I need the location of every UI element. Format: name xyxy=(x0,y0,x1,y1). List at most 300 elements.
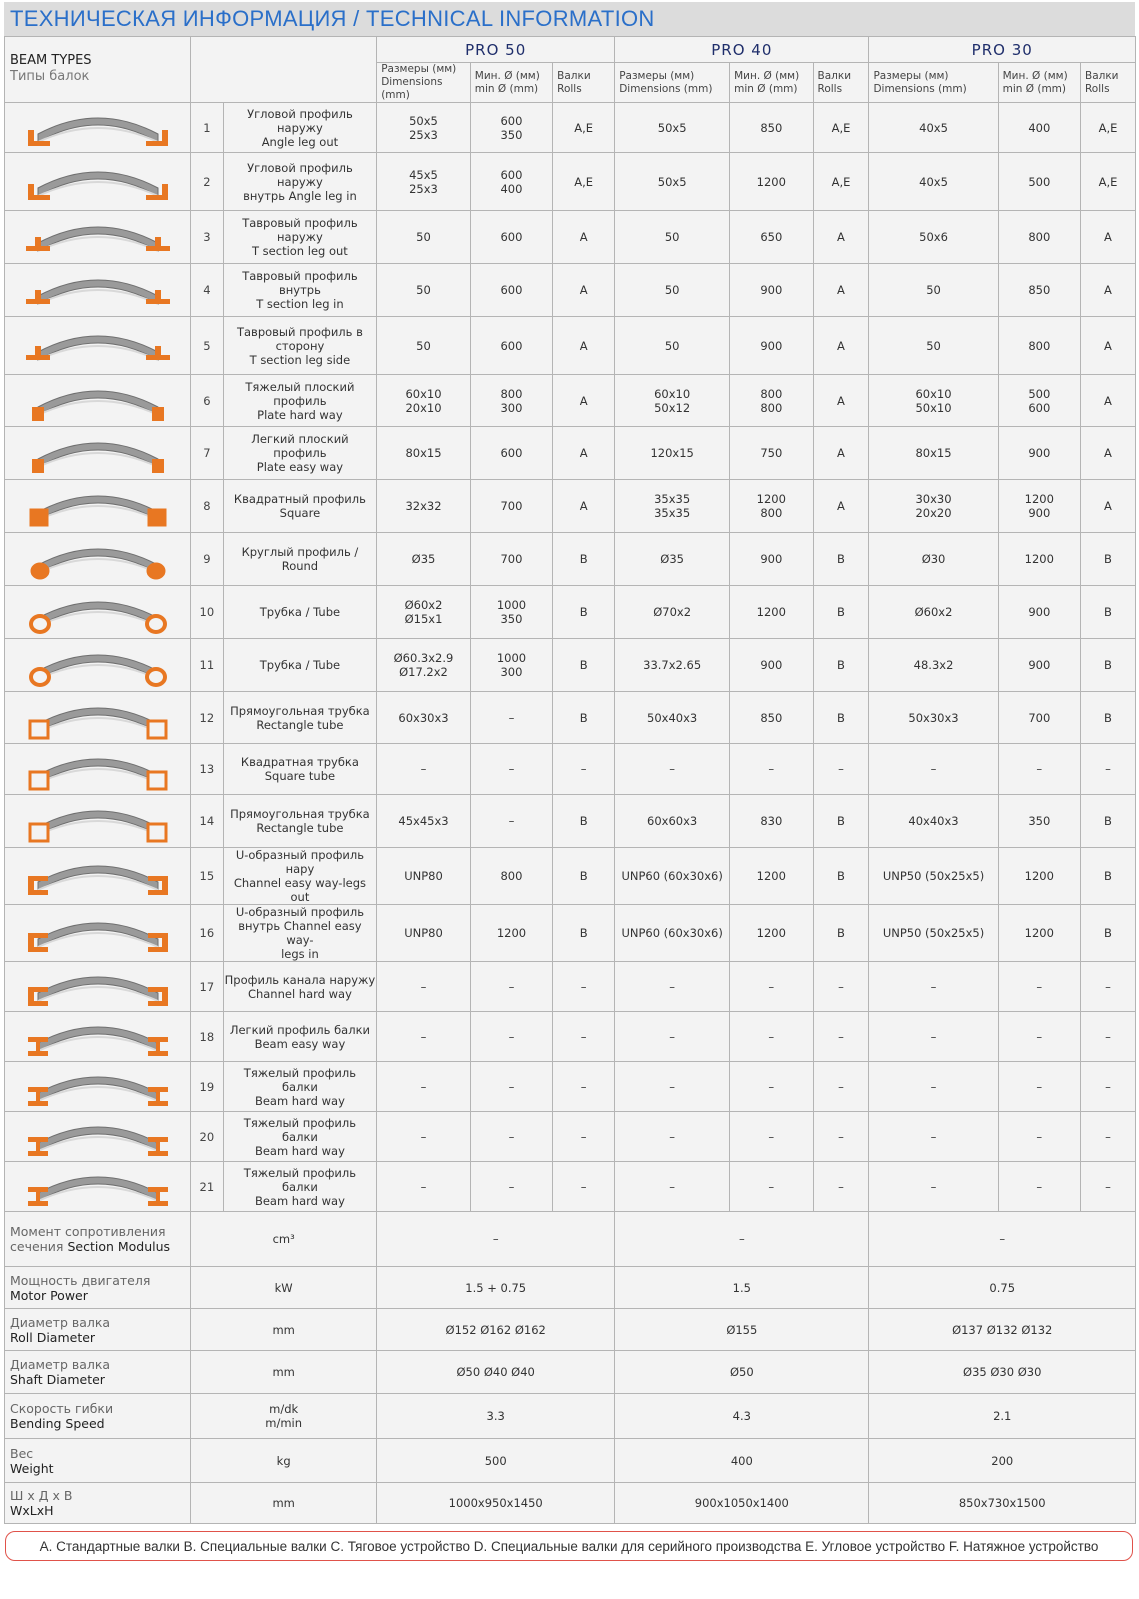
beam-profile-image xyxy=(5,1162,191,1212)
cell-min-diameter: 800 800 xyxy=(730,375,813,427)
beam-type-label: Легкий плоский профиль Plate easy way xyxy=(223,427,377,480)
cell-rolls: A xyxy=(1080,211,1135,264)
cell-min-diameter: 600 400 xyxy=(470,153,552,211)
cell-dimensions: 45x45x3 xyxy=(377,795,471,848)
cell-rolls: A xyxy=(553,211,615,264)
cell-min-diameter: 600 350 xyxy=(470,103,552,153)
cell-dimensions: Ø60.3x2.9 Ø17.2x2 xyxy=(377,639,471,692)
beam-row xyxy=(5,1062,1136,1112)
cell-rolls: A xyxy=(553,375,615,427)
beam-profile-image xyxy=(5,427,191,480)
cell-rolls: – xyxy=(1080,1162,1135,1212)
cell-min-diameter: 1200 900 xyxy=(998,480,1080,533)
beam-profile-image xyxy=(5,639,191,692)
cell-min-diameter: – xyxy=(470,795,552,848)
cell-rolls: – xyxy=(813,1062,869,1112)
cell-rolls: B xyxy=(1080,586,1135,639)
spec-value: 2.1 xyxy=(869,1394,1136,1439)
spec-label xyxy=(5,1212,191,1267)
cell-min-diameter: 800 xyxy=(998,211,1080,264)
spec-value: – xyxy=(869,1212,1136,1267)
cell-rolls: – xyxy=(1080,1112,1135,1162)
cell-rolls: A,E xyxy=(813,103,869,153)
cell-min-diameter: – xyxy=(470,962,552,1012)
cell-dimensions: – xyxy=(869,962,998,1012)
cell-dimensions: 33.7x2.65 xyxy=(615,639,730,692)
cell-rolls: A xyxy=(813,375,869,427)
spec-value: 500 xyxy=(377,1439,615,1483)
beam-type-label: Тяжелый профиль балки Beam hard way xyxy=(223,1112,377,1162)
spec-value: 1.5 xyxy=(615,1267,869,1309)
cell-rolls: A xyxy=(553,264,615,317)
spec-label xyxy=(5,1483,191,1524)
spec-label-en: Weight xyxy=(10,1460,54,1476)
beam-type-label: Профиль канала наружу Channel hard way xyxy=(223,962,377,1012)
spec-label xyxy=(5,1267,191,1309)
beam-row xyxy=(5,1162,1136,1212)
cell-rolls: A xyxy=(1080,317,1135,375)
cell-dimensions: 120x15 xyxy=(615,427,730,480)
cell-min-diameter: 1200 xyxy=(730,586,813,639)
beam-profile-icon xyxy=(18,694,178,742)
spec-unit: cm³ xyxy=(191,1212,377,1267)
beam-profile-image xyxy=(5,480,191,533)
cell-rolls: A,E xyxy=(1080,153,1135,211)
beam-profile-icon xyxy=(18,213,178,261)
cell-dimensions: 80x15 xyxy=(869,427,998,480)
spec-label-en: Section Modulus xyxy=(67,1239,171,1254)
beam-profile-icon xyxy=(18,322,178,370)
spec-row xyxy=(5,1439,1136,1483)
cell-min-diameter: – xyxy=(470,692,552,744)
cell-rolls: B xyxy=(1080,905,1135,962)
spec-value: 900x1050x1400 xyxy=(615,1483,869,1524)
cell-dimensions: – xyxy=(869,1012,998,1062)
row-number: 6 xyxy=(191,375,224,427)
cell-dimensions: – xyxy=(377,1112,471,1162)
cell-dimensions: 50 xyxy=(615,317,730,375)
cell-min-diameter: 750 xyxy=(730,427,813,480)
spec-value: 1.5 + 0.75 xyxy=(377,1267,615,1309)
cell-rolls: A xyxy=(1080,480,1135,533)
cell-dimensions: 30x30 20x20 xyxy=(869,480,998,533)
cell-dimensions: 45x5 25x3 xyxy=(377,153,471,211)
cell-min-diameter: – xyxy=(730,1162,813,1212)
spec-row xyxy=(5,1267,1136,1309)
beam-profile-icon xyxy=(18,1113,178,1161)
cell-min-diameter: 700 xyxy=(470,533,552,586)
cell-min-diameter: 800 xyxy=(998,317,1080,375)
beam-row xyxy=(5,427,1136,480)
beam-types-ru: Типы балок xyxy=(10,69,90,84)
cell-rolls: A,E xyxy=(553,103,615,153)
spec-row xyxy=(5,1351,1136,1394)
cell-dimensions: 60x30x3 xyxy=(377,692,471,744)
cell-rolls: B xyxy=(1080,533,1135,586)
cell-min-diameter: 1200 xyxy=(470,905,552,962)
cell-dimensions: Ø30 xyxy=(869,533,998,586)
cell-min-diameter: 1200 xyxy=(998,533,1080,586)
beam-profile-image xyxy=(5,744,191,795)
cell-dimensions: – xyxy=(869,1162,998,1212)
beam-type-label: Тяжелый плоский профиль Plate hard way xyxy=(223,375,377,427)
cell-dimensions: 40x5 xyxy=(869,153,998,211)
cell-rolls: A xyxy=(553,317,615,375)
beam-profile-image xyxy=(5,533,191,586)
cell-min-diameter: – xyxy=(998,1012,1080,1062)
cell-dimensions: UNP50 (50x25x5) xyxy=(869,905,998,962)
spec-label-ru: Мощность двигателя xyxy=(10,1272,151,1288)
cell-dimensions: UNP50 (50x25x5) xyxy=(869,848,998,905)
cell-min-diameter: 700 xyxy=(470,480,552,533)
cell-min-diameter: 600 xyxy=(470,264,552,317)
cell-min-diameter: 1200 xyxy=(730,905,813,962)
spec-label-ru: Вес xyxy=(10,1445,34,1461)
cell-dimensions: 80x15 xyxy=(377,427,471,480)
spec-value: – xyxy=(615,1212,869,1267)
column-header-rolls: Валки Rolls xyxy=(813,63,869,103)
beam-profile-icon xyxy=(18,588,178,636)
header-blank xyxy=(191,37,377,103)
row-number: 15 xyxy=(191,848,224,905)
beam-row xyxy=(5,264,1136,317)
cell-min-diameter: – xyxy=(470,1112,552,1162)
cell-min-diameter: 830 xyxy=(730,795,813,848)
spec-label xyxy=(5,1351,191,1394)
spec-unit: mm xyxy=(191,1351,377,1394)
beam-profile-image xyxy=(5,962,191,1012)
spec-label-ru: Ш x Д x В xyxy=(10,1488,73,1503)
spec-value: Ø50 xyxy=(615,1351,869,1394)
beam-profile-image xyxy=(5,317,191,375)
row-number: 14 xyxy=(191,795,224,848)
cell-rolls: A xyxy=(1080,264,1135,317)
cell-min-diameter: 1000 300 xyxy=(470,639,552,692)
spec-value: Ø155 xyxy=(615,1309,869,1351)
spec-value: 850x730x1500 xyxy=(869,1483,1136,1524)
cell-dimensions: Ø35 xyxy=(615,533,730,586)
rolls-legend xyxy=(5,1531,1133,1561)
cell-dimensions: 50x5 25x3 xyxy=(377,103,471,153)
beam-profile-icon xyxy=(18,852,178,900)
model-pro-40: PRO 40 xyxy=(615,37,869,63)
beam-type-label: Круглый профиль / Round xyxy=(223,533,377,586)
cell-min-diameter: 900 xyxy=(998,427,1080,480)
beam-type-label: Квадратный профиль Square xyxy=(223,480,377,533)
spec-label-en: Shaft Diameter xyxy=(10,1372,105,1387)
beam-profile-icon xyxy=(18,535,178,583)
cell-rolls: – xyxy=(813,962,869,1012)
cell-dimensions: – xyxy=(377,1062,471,1112)
cell-rolls: B xyxy=(1080,639,1135,692)
beam-profile-icon xyxy=(18,909,178,957)
cell-rolls: A xyxy=(813,264,869,317)
beam-row xyxy=(5,480,1136,533)
cell-rolls: A xyxy=(553,480,615,533)
column-header-rolls: Валки Rolls xyxy=(1080,63,1135,103)
beam-type-label: Тавровый профиль внутрь T section leg in xyxy=(223,264,377,317)
beam-row xyxy=(5,533,1136,586)
cell-dimensions: 40x5 xyxy=(869,103,998,153)
cell-rolls: B xyxy=(553,586,615,639)
spec-row xyxy=(5,1483,1136,1524)
beam-row xyxy=(5,639,1136,692)
beam-profile-icon xyxy=(18,745,178,793)
cell-min-diameter: – xyxy=(998,1112,1080,1162)
cell-dimensions: – xyxy=(615,744,730,795)
cell-min-diameter: – xyxy=(730,1012,813,1062)
beam-profile-image xyxy=(5,586,191,639)
spec-unit: kg xyxy=(191,1439,377,1483)
cell-min-diameter: 850 xyxy=(730,692,813,744)
row-number: 17 xyxy=(191,962,224,1012)
cell-rolls: A xyxy=(813,480,869,533)
cell-min-diameter: 900 xyxy=(730,533,813,586)
cell-min-diameter: 600 xyxy=(470,211,552,264)
cell-rolls: A xyxy=(813,211,869,264)
cell-rolls: B xyxy=(813,795,869,848)
cell-min-diameter: 1200 xyxy=(730,153,813,211)
spec-table xyxy=(4,36,1136,1524)
cell-dimensions: Ø35 xyxy=(377,533,471,586)
row-number: 16 xyxy=(191,905,224,962)
cell-min-diameter: 900 xyxy=(730,264,813,317)
row-number: 8 xyxy=(191,480,224,533)
cell-dimensions: Ø60x2 xyxy=(869,586,998,639)
beam-row xyxy=(5,153,1136,211)
cell-min-diameter: – xyxy=(470,744,552,795)
beam-profile-image xyxy=(5,103,191,153)
row-number: 1 xyxy=(191,103,224,153)
cell-dimensions: 50 xyxy=(869,264,998,317)
row-number: 9 xyxy=(191,533,224,586)
beam-profile-image xyxy=(5,795,191,848)
cell-min-diameter: – xyxy=(470,1062,552,1112)
spec-unit: mm xyxy=(191,1309,377,1351)
beam-profile-icon xyxy=(18,482,178,530)
cell-rolls: A xyxy=(553,427,615,480)
beam-type-label: Тавровый профиль в сторону T section leg side xyxy=(223,317,377,375)
spec-unit: kW xyxy=(191,1267,377,1309)
cell-dimensions: UNP80 xyxy=(377,905,471,962)
cell-min-diameter: 500 xyxy=(998,153,1080,211)
row-number: 7 xyxy=(191,427,224,480)
spec-value: Ø35 Ø30 Ø30 xyxy=(869,1351,1136,1394)
cell-dimensions: 40x40x3 xyxy=(869,795,998,848)
beam-profile-image xyxy=(5,1012,191,1062)
beam-profile-image xyxy=(5,375,191,427)
cell-rolls: B xyxy=(553,848,615,905)
row-number: 19 xyxy=(191,1062,224,1112)
beam-type-label: Квадратная трубка Square tube xyxy=(223,744,377,795)
cell-rolls: – xyxy=(553,1012,615,1062)
row-number: 3 xyxy=(191,211,224,264)
cell-dimensions: – xyxy=(615,1162,730,1212)
beam-profile-image xyxy=(5,1062,191,1112)
row-number: 12 xyxy=(191,692,224,744)
column-header-dim: Размеры (мм) Dimensions (mm) xyxy=(869,63,998,103)
cell-rolls: A xyxy=(1080,375,1135,427)
cell-rolls: – xyxy=(553,744,615,795)
beam-profile-icon xyxy=(18,104,178,152)
spec-row xyxy=(5,1309,1136,1351)
beam-profile-icon xyxy=(18,1013,178,1061)
cell-min-diameter: 800 xyxy=(470,848,552,905)
cell-min-diameter: 350 xyxy=(998,795,1080,848)
cell-min-diameter: 1200 800 xyxy=(730,480,813,533)
cell-rolls: B xyxy=(813,533,869,586)
beam-row xyxy=(5,211,1136,264)
cell-dimensions: – xyxy=(869,744,998,795)
spec-value: Ø152 Ø162 Ø162 xyxy=(377,1309,615,1351)
cell-dimensions: 50x30x3 xyxy=(869,692,998,744)
cell-rolls: – xyxy=(813,1162,869,1212)
beam-row xyxy=(5,375,1136,427)
cell-dimensions: 50 xyxy=(615,264,730,317)
spec-row xyxy=(5,1394,1136,1439)
beam-type-label: U-образный профиль внутрь Channel easy way- legs in xyxy=(223,905,377,962)
beam-type-label: Угловой профиль наружу внутрь Angle leg in xyxy=(223,153,377,211)
beam-profile-icon xyxy=(18,797,178,845)
spec-value: 4.3 xyxy=(615,1394,869,1439)
cell-dimensions: 60x60x3 xyxy=(615,795,730,848)
cell-dimensions: 35x35 35x35 xyxy=(615,480,730,533)
cell-rolls: – xyxy=(813,744,869,795)
cell-rolls: – xyxy=(813,1112,869,1162)
beam-row xyxy=(5,795,1136,848)
spec-value: 200 xyxy=(869,1439,1136,1483)
cell-dimensions: UNP80 xyxy=(377,848,471,905)
spec-label xyxy=(5,1394,191,1439)
cell-dimensions: – xyxy=(615,1012,730,1062)
cell-min-diameter: – xyxy=(730,744,813,795)
beam-row xyxy=(5,103,1136,153)
beam-row xyxy=(5,1112,1136,1162)
cell-rolls: B xyxy=(553,795,615,848)
cell-dimensions: 60x10 50x10 xyxy=(869,375,998,427)
cell-dimensions: 48.3x2 xyxy=(869,639,998,692)
beam-profile-image xyxy=(5,211,191,264)
cell-rolls: B xyxy=(1080,795,1135,848)
beam-profile-icon xyxy=(18,641,178,689)
cell-dimensions: 50 xyxy=(377,317,471,375)
cell-rolls: – xyxy=(553,1112,615,1162)
beam-type-label: Трубка / Tube xyxy=(223,586,377,639)
beam-profile-icon xyxy=(18,266,178,314)
cell-min-diameter: 600 xyxy=(470,317,552,375)
cell-rolls: B xyxy=(553,533,615,586)
beam-type-label: Тяжелый профиль балки Beam hard way xyxy=(223,1162,377,1212)
cell-dimensions: Ø70x2 xyxy=(615,586,730,639)
beam-types-header xyxy=(5,37,191,103)
cell-rolls: – xyxy=(1080,1062,1135,1112)
beam-row xyxy=(5,848,1136,905)
cell-rolls: A xyxy=(813,317,869,375)
spec-value: Ø50 Ø40 Ø40 xyxy=(377,1351,615,1394)
cell-dimensions: 32x32 xyxy=(377,480,471,533)
row-number: 13 xyxy=(191,744,224,795)
cell-min-diameter: 650 xyxy=(730,211,813,264)
row-number: 2 xyxy=(191,153,224,211)
beam-row xyxy=(5,905,1136,962)
beam-profile-icon xyxy=(18,377,178,425)
cell-dimensions: – xyxy=(377,744,471,795)
spec-value: Ø137 Ø132 Ø132 xyxy=(869,1309,1136,1351)
beam-profile-image xyxy=(5,1112,191,1162)
column-header-min: Мин. Ø (мм) min Ø (mm) xyxy=(730,63,813,103)
cell-rolls: – xyxy=(1080,962,1135,1012)
beam-type-label: Угловой профиль наружу Angle leg out xyxy=(223,103,377,153)
cell-rolls: A xyxy=(1080,427,1135,480)
cell-rolls: B xyxy=(813,848,869,905)
cell-min-diameter: 900 xyxy=(998,639,1080,692)
cell-rolls: B xyxy=(553,905,615,962)
model-pro-30: PRO 30 xyxy=(869,37,1136,63)
cell-min-diameter: 1200 xyxy=(998,905,1080,962)
cell-dimensions: 60x10 50x12 xyxy=(615,375,730,427)
spec-value: 1000x950x1450 xyxy=(377,1483,615,1524)
row-number: 10 xyxy=(191,586,224,639)
beam-type-label: Легкий профиль балки Beam easy way xyxy=(223,1012,377,1062)
spec-label-ru: Скорость гибки xyxy=(10,1401,114,1416)
beam-row xyxy=(5,962,1136,1012)
spec-row xyxy=(5,1212,1136,1267)
cell-min-diameter: – xyxy=(730,1112,813,1162)
cell-rolls: – xyxy=(553,962,615,1012)
header-models-row xyxy=(5,37,1136,63)
beam-type-label: Прямоугольная трубка Rectangle tube xyxy=(223,692,377,744)
cell-rolls: B xyxy=(553,692,615,744)
spec-label-en: Bending Speed xyxy=(10,1416,105,1431)
cell-dimensions: – xyxy=(615,962,730,1012)
cell-dimensions: 50 xyxy=(377,211,471,264)
cell-rolls: B xyxy=(1080,848,1135,905)
cell-dimensions: 50x5 xyxy=(615,103,730,153)
row-number: 11 xyxy=(191,639,224,692)
beam-type-label: Тавровый профиль наружу T section leg out xyxy=(223,211,377,264)
cell-min-diameter: – xyxy=(998,1162,1080,1212)
cell-min-diameter: 500 600 xyxy=(998,375,1080,427)
cell-min-diameter: – xyxy=(998,744,1080,795)
beam-row xyxy=(5,692,1136,744)
cell-min-diameter: 1000 350 xyxy=(470,586,552,639)
beam-type-label: Трубка / Tube xyxy=(223,639,377,692)
spec-value: 3.3 xyxy=(377,1394,615,1439)
beam-row xyxy=(5,744,1136,795)
cell-min-diameter: – xyxy=(998,1062,1080,1112)
cell-rolls: – xyxy=(553,1062,615,1112)
beam-type-label: U-образный профиль нару Channel easy way-legs out xyxy=(223,848,377,905)
cell-dimensions: 50x5 xyxy=(615,153,730,211)
cell-min-diameter: – xyxy=(730,962,813,1012)
beam-type-label: Тяжелый профиль балки Beam hard way xyxy=(223,1062,377,1112)
beam-profile-image xyxy=(5,905,191,962)
beam-row xyxy=(5,1012,1136,1062)
cell-rolls: B xyxy=(813,586,869,639)
model-pro-50: PRO 50 xyxy=(377,37,615,63)
cell-rolls: – xyxy=(553,1162,615,1212)
cell-min-diameter: – xyxy=(470,1012,552,1062)
beam-profile-icon xyxy=(18,963,178,1011)
cell-min-diameter: 850 xyxy=(998,264,1080,317)
cell-dimensions: 50 xyxy=(869,317,998,375)
cell-min-diameter: 900 xyxy=(998,586,1080,639)
spec-label-ru: Момент сопротивления сечения xyxy=(10,1224,166,1254)
cell-rolls: B xyxy=(813,639,869,692)
cell-dimensions: – xyxy=(377,1162,471,1212)
cell-dimensions: 50 xyxy=(615,211,730,264)
beam-profile-icon xyxy=(18,1163,178,1211)
